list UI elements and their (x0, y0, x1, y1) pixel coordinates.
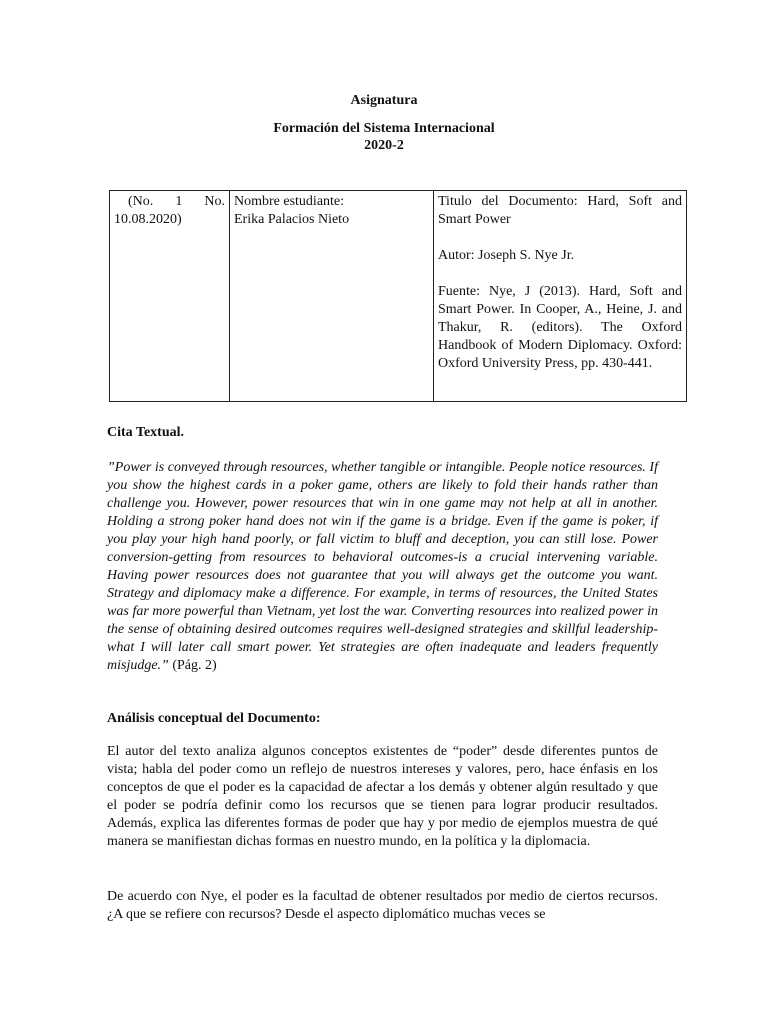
subject-label: Asignatura (350, 93, 418, 108)
student-label: Nombre estudiante: (234, 194, 345, 209)
document-source: Fuente: Nye, J (2013). Hard, Soft and Smart Power. In Cooper, A., Heine, J. and Thakur, R. (editors). The Oxford Handbook of Modern Diplomacy. Oxford: Oxford University Press, pp. 430-441. (438, 284, 682, 371)
analysis-paragraph-2: De acuerdo con Nye, el poder es la facultad de obtener resultados por medio de ciertos recursos. ¿A que se refiere con recursos? Desde el aspecto diplomático muchas veces se (107, 889, 658, 922)
student-name: Erika Palacios Nieto (234, 212, 350, 227)
course-period: 2020-2 (364, 138, 404, 153)
quote-body: ”Power is conveyed through resources, whether tangible or intangible. People notice resources. If you show the highest cards in a poker game, others are likely to fold their hands rather than challenge you. However, power resources that win in one game may not help at all in another. Holding a strong poker hand does not win if the game is a bridge. Even if the game is poker, if you play your high hand poorly, or fall victim to bluff and deception, you can still lose. Power conversion-getting from resources to behavioral outcomes-is a crucial intervening variable. Having power resources does not guarantee that you will always get the outcome you want. Strategy and diplomacy make a difference. For example, in terms of resources, the United States was far more powerful than Vietnam, yet lost the war. Converting resources into realized power in the sense of obtaining desired outcomes requires well-designed strategies and skillful leadership-what I will later call smart power. Yet strategies are often inadequate and leaders frequently misjudge.” (107, 460, 658, 673)
cita-heading: Cita Textual. (107, 425, 185, 440)
page-reference: (Pág. 2) (172, 658, 217, 673)
document-title: Titulo del Documento: Hard, Soft and Smart Power (438, 194, 682, 227)
info-table (109, 190, 687, 402)
course-title: Formación del Sistema Internacional (273, 121, 495, 136)
info-row (110, 191, 687, 402)
document-cell (434, 191, 687, 402)
analysis-paragraph-1: El autor del texto analiza algunos conceptos existentes de “poder” desde diferentes puntos de vista; habla del poder como un reflejo de nuestros intereses y valores, pero, hace énfasis en los conceptos de que el poder es la capacidad de afectar a los demás y obtener algún resultado y que el poder se podría definir como los recursos que se tienen para lograr producir resultados. Además, explica las diferentes formas de poder que hay y por medio de ejemplos muestra de qué manera se manifiestan dichas formas en nuestro mundo, en la política y la diplomacia. (107, 744, 658, 849)
date-number: (No. 1 No. 10.08.2020) (114, 194, 225, 227)
quote-text (107, 459, 658, 675)
student-cell (230, 191, 434, 402)
document-author: Autor: Joseph S. Nye Jr. (438, 248, 575, 263)
date-cell (110, 191, 230, 402)
analysis-heading: Análisis conceptual del Documento: (107, 711, 321, 726)
